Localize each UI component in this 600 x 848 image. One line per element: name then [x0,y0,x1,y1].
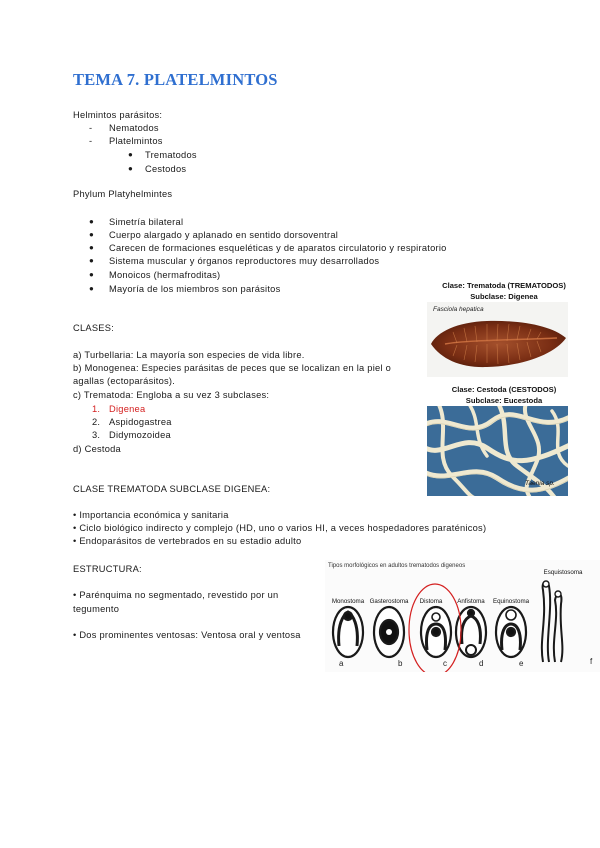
subclase-aspidogastrea: Aspidogastrea [109,417,172,427]
dash-marker: - [89,123,93,133]
taenia-label: Taenia sp. [525,480,555,487]
subclase-digenea: Digenea [109,404,146,414]
fasciola-photo [427,302,568,377]
subclase-num: 3. [92,430,101,440]
figure1-caption: Clase: Trematoda (TREMATODOS) [442,281,566,290]
type-letter: a [339,659,344,668]
type-letter: c [443,659,447,668]
clases-heading: CLASES: [73,323,115,333]
figure2-caption: Clase: Cestoda (CESTODOS) [451,385,557,394]
type-letter: b [398,659,403,668]
estructura-bullet: • Dos prominentes ventosas: Ventosa oral y ventosa [73,630,301,640]
subclase-didymozoidea: Didymozoidea [109,430,171,440]
phylum-bullet: Simetría bilateral [109,217,184,227]
intro-sub-trematodos: Trematodos [145,150,197,160]
clase-turbellaria: a) Turbellaria: La mayoría son especies de vida libre. [73,350,305,360]
figure1-subcaption: Subclase: Digenea [470,292,538,301]
estructura-heading: ESTRUCTURA: [73,564,142,574]
bullet-dot: ● [89,256,94,265]
digenea-bullet: • Importancia económica y sanitaria [73,510,229,520]
bullet-dot: ● [89,230,94,239]
dash-marker: - [89,136,93,146]
type-label: Equinostoma [492,598,530,605]
clase-cestoda: d) Cestoda [73,444,121,454]
clase-monogenea-cont: agallas (ectoparásitos). [73,376,176,386]
page-title: TEMA 7. PLATELMINTOS [73,70,278,89]
subclase-num: 2. [92,417,101,427]
type-letter: d [479,659,484,668]
estructura-bullet: • Parénquima no segmentado, revestido por un [73,590,279,600]
taenia-photo [427,406,568,496]
phylum-bullet: Carecen de formaciones esqueléticas y de aparatos circulatorio y respiratorio [109,243,447,253]
phylum-bullet: Sistema muscular y órganos reproductores muy desarrollados [109,256,380,266]
fasciola-label: Fasciola hepatica [433,306,484,313]
intro-sub-cestodos: Cestodos [145,164,187,174]
phylum-heading: Phylum Platyhelmintes [73,189,173,199]
digenea-bullet: • Ciclo biológico indirecto y complejo (HD, uno o varios HI, a veces hospedadores paraténicos) [73,523,487,533]
bullet-dot: ● [89,284,94,293]
type-letter: e [519,659,524,668]
trematode-types-figure [325,560,600,672]
type-letter: f [590,657,593,666]
bullet-dot: ● [128,164,133,173]
phylum-bullet: Mayoría de los miembros son parásitos [109,284,281,294]
intro-item-platelmintos: Platelmintos [109,136,163,146]
fasciola-illustration [427,302,568,377]
digenea-heading: CLASE TREMATODA SUBCLASE DIGENEA: [73,484,271,494]
figure2-subcaption: Subclase: Eucestoda [465,396,543,405]
type-label: Distoma [419,598,443,605]
type-label: Esquistosoma [543,569,583,576]
intro-heading: Helmintos parásitos: [73,110,163,120]
clase-monogenea: b) Monogenea: Especies parásitas de peces que se localizan en la piel o [73,363,392,373]
type-label: Anfistoma [457,598,485,605]
phylum-bullet: Cuerpo alargado y aplanado en sentido dorsoventral [109,230,339,240]
bullet-dot: ● [128,150,133,159]
phylum-bullet: Monoicos (hermafroditas) [109,270,221,280]
bullet-dot: ● [89,270,94,279]
bullet-dot: ● [89,243,94,252]
trematode-types-illustration [325,560,600,672]
clase-trematoda: c) Trematoda: Engloba a su vez 3 subclases: [73,390,270,400]
type-label: Monostoma [331,598,365,605]
subclase-num: 1. [92,404,101,414]
type-label: Gasterostoma [369,598,409,605]
bullet-dot: ● [89,217,94,226]
intro-item-nematodos: Nematodos [109,123,159,133]
digenea-bullet: • Endoparásitos de vertebrados en su estadio adulto [73,536,302,546]
trematode-types-title: Tipos morfológicos en adultos trematodos digeneos [328,563,466,569]
estructura-bullet-cont: tegumento [73,604,120,614]
